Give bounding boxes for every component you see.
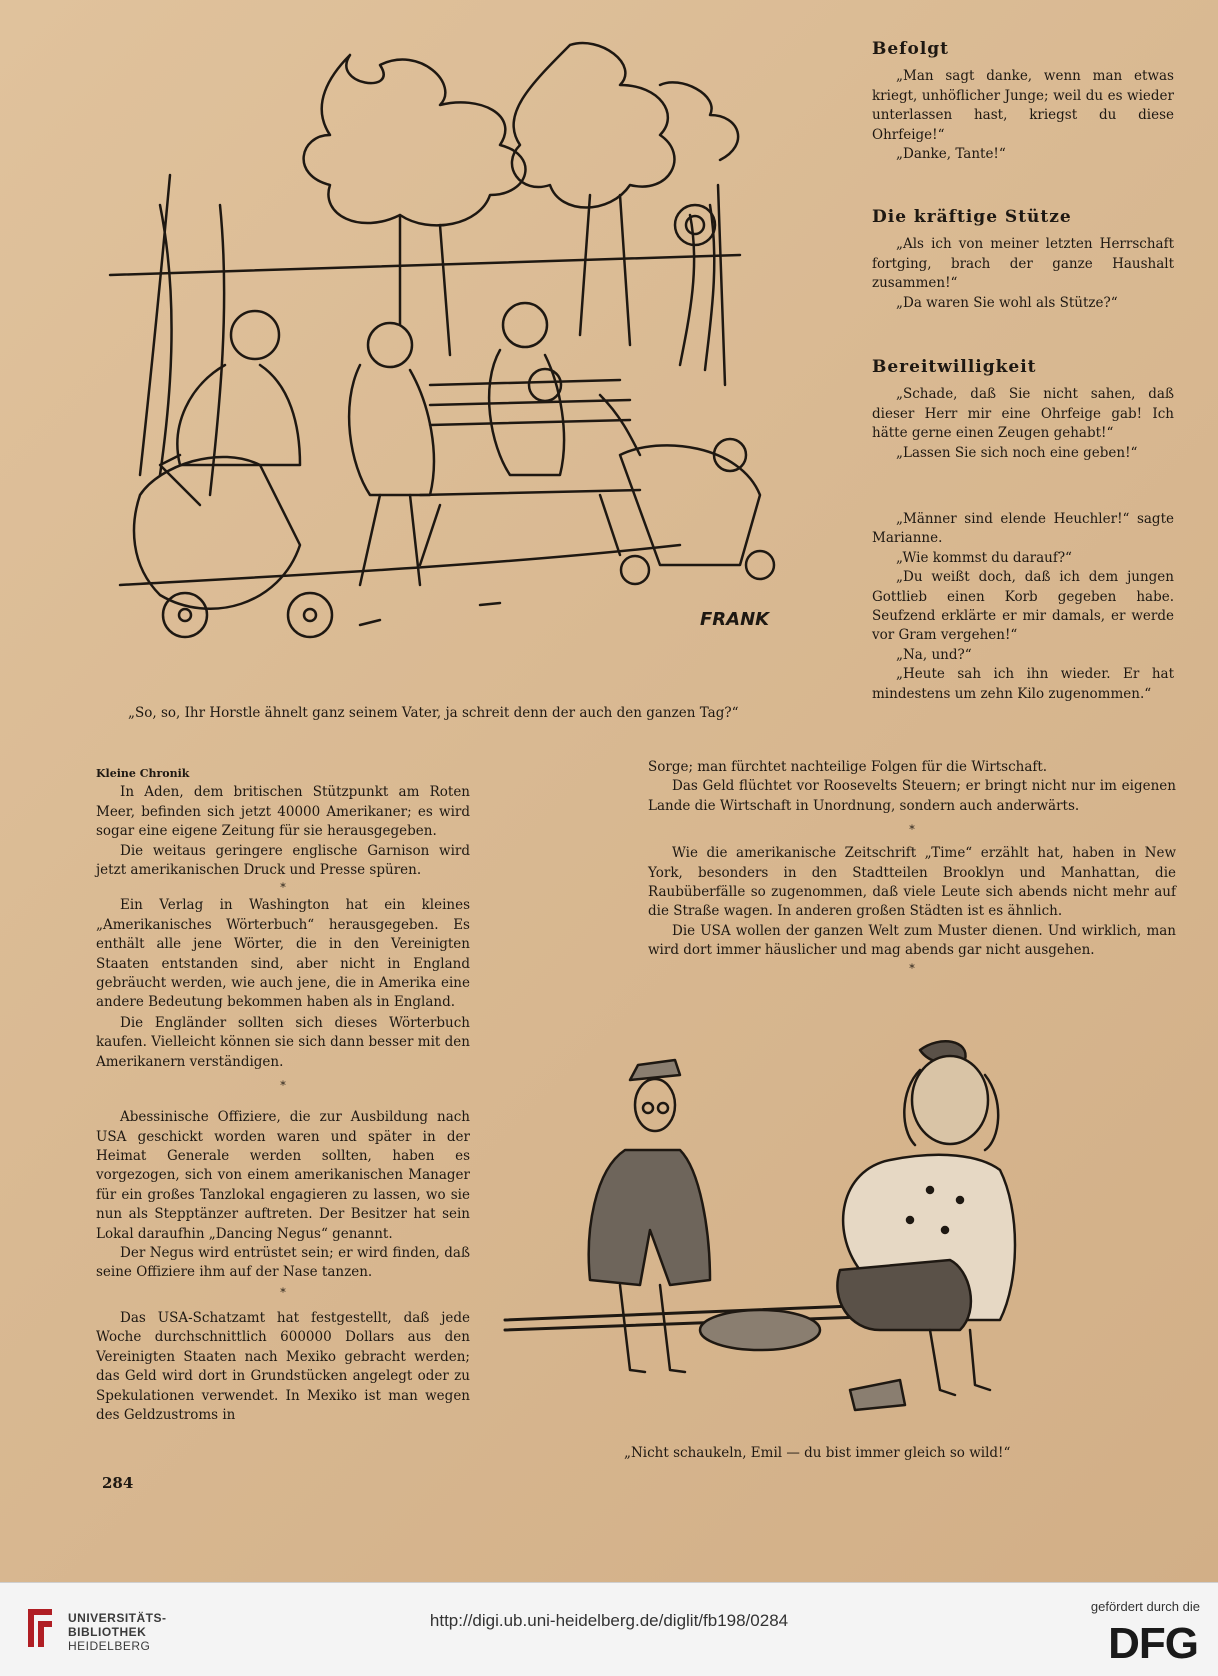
joke-title: Bereitwilligkeit <box>872 357 1037 377</box>
joke-line: „Männer sind elende Heuchler!“ sagte Marianne. <box>872 511 1174 547</box>
separator-star: * <box>909 823 915 837</box>
library-name-line: UNIVERSITÄTS- <box>68 1611 167 1625</box>
chronik-paragraph: Abessinische Offiziere, die zur Ausbildung nach USA geschickt worden waren und später in der Heimat Generale werden sollten, haben es vorgezogen, sich von einem amerikanischen Manager für ein großes Tanzlokal engagieren zu lassen, wo sie nun als Stepptänzer auftreten. Der Besitzer hat sein Lokal daraufhin „Dancing Negus“ genannt. <box>96 1109 470 1242</box>
joke-line: „Als ich von meiner letzten Herrschaft fortging, brach der ganze Haushalt zusammen!“ <box>872 236 1174 292</box>
cartoon1-caption: „So, so, Ihr Horstle ähnelt ganz seinem Vater, ja schreit denn der auch den ganzen Tag?“ <box>128 705 739 721</box>
chronik-paragraph: Die USA wollen der ganzen Welt zum Muster dienen. Und wirklich, man wird dort immer häuslicher und mag abends gar nicht ausgehen. <box>648 922 1176 959</box>
joke-line: „Da waren Sie wohl als Stütze?“ <box>896 294 1118 311</box>
joke-line: „Na, und?“ <box>896 646 972 663</box>
chronik-paragraph: In Aden, dem britischen Stützpunkt am Roten Meer, befinden sich jetzt 40000 Amerikaner; es wird sogar eine eigene Zeitung für sie herausgegeben. <box>96 784 470 840</box>
joke-line: „Wie kommst du darauf?“ <box>896 549 1072 566</box>
chronik-paragraph: Das Geld flüchtet vor Roosevelts Steuern; er bringt nicht nur im eigenen Lande die Wirtschaft in Unordnung, sondern auch anderwärts. <box>648 778 1176 814</box>
chronik-paragraph: Sorge; man fürchtet nachteilige Folgen für die Wirtschaft. <box>648 759 1048 775</box>
chronik-left-top <box>96 764 470 1013</box>
joke-stuetze <box>872 208 1174 313</box>
joke-line: „Danke, Tante!“ <box>896 146 1006 163</box>
joke-line: „Schade, daß Sie nicht sahen, daß dieser Herr mir eine Ohrfeige gab! Ich hätte gerne einen Zeugen gehabt!“ <box>872 386 1174 442</box>
library-name-line: HEIDELBERG <box>68 1639 151 1653</box>
park-bench-cartoon <box>100 25 840 685</box>
joke-title: Die kräftige Stütze <box>872 207 1072 227</box>
joke-line: „Man sagt danke, wenn man etwas kriegt, unhöflicher Junge; weil du es wieder unterlassen hast, kriegst du diese Ohrfeige!“ <box>872 68 1174 143</box>
digitization-footer <box>0 1582 1218 1676</box>
separator-star: * <box>280 1079 286 1093</box>
chronik-paragraph: Die Engländer sollten sich dieses Wörterbuch kaufen. Vielleicht können sie sich dann besser mit den Amerikanern verständigen. <box>96 1015 470 1070</box>
chronik-paragraph: Wie die amerikanische Zeitschrift „Time“ erzählt hat, haben in New York, besonders in den Stadtteilen Brooklyn und Manhattan, die Raubüberfälle so zugenommen, daß viele Leute sich abends nicht mehr auf die Straße wagen. In anderen großen Städten ist es ähnlich. <box>648 845 1176 920</box>
separator-star: * <box>280 881 286 895</box>
separator-star: * <box>280 1285 286 1299</box>
chronik-left-mid <box>96 1014 470 1425</box>
library-name-line: BIBLIOTHEK <box>68 1625 147 1639</box>
chronik-paragraph: Ein Verlag in Washington hat ein kleines „Amerikanisches Wörterbuch“ herausgegeben. Es enthält alle jene Wörter, die in den Vereinigten Staaten entstanden sind, aber nicht in England gebräucht werden, wie auch jene, die in Amerika eine andere Bedeutung bekommen haben als in England. <box>96 897 470 1011</box>
cartoon2-caption: „Nicht schaukeln, Emil — du bist immer gleich so wild!“ <box>624 1445 1011 1461</box>
cartoon1-signature: FRANK <box>700 609 770 630</box>
joke-line: „Heute sah ich ihn wieder. Er hat mindestens um zehn Kilo zugenommen.“ <box>872 666 1174 702</box>
separator-star: * <box>909 961 915 975</box>
seesaw-cartoon <box>500 1030 1100 1420</box>
chronik-heading: Kleine Chronik <box>96 767 190 780</box>
permalink-url[interactable]: http://digi.ub.uni-heidelberg.de/diglit/fb198/0284 <box>429 1611 789 1630</box>
funding-label: gefördert durch die <box>1090 1599 1200 1614</box>
chronik-paragraph: Das USA-Schatzamt hat festgestellt, daß jede Woche durchschnittlich 600000 Dollars aus den Vereinigten Staaten nach Mexiko gebracht werden; das Geld wird dort in Grundstücken angelegt oder zu Spekulationen verwendet. In Mexiko ist man wegen des Geldzustroms in <box>96 1309 470 1423</box>
joke-title: Befolgt <box>872 39 950 59</box>
chronik-right <box>648 758 1176 977</box>
chronik-paragraph: Der Negus wird entrüstet sein; er wird finden, daß seine Offiziere ihm auf der Nase tanzen. <box>96 1245 470 1281</box>
joke-line: „Du weißt doch, daß ich dem jungen Gottlieb einen Korb gegeben habe. Seufzend erklärte er mir damals, er werde vor Gram vergehen!“ <box>872 569 1174 644</box>
joke-line: „Lassen Sie sich noch eine geben!“ <box>896 444 1138 461</box>
chronik-paragraph: Die weitaus geringere englische Garnison wird jetzt amerikanischen Druck und Presse spüren. <box>96 842 470 879</box>
joke-marianne <box>872 510 1174 704</box>
joke-befolgt <box>872 40 1174 164</box>
page-number: 284 <box>102 1474 134 1492</box>
dfg-logo: DFG <box>1108 1619 1198 1668</box>
joke-bereitwilligkeit <box>872 358 1174 463</box>
